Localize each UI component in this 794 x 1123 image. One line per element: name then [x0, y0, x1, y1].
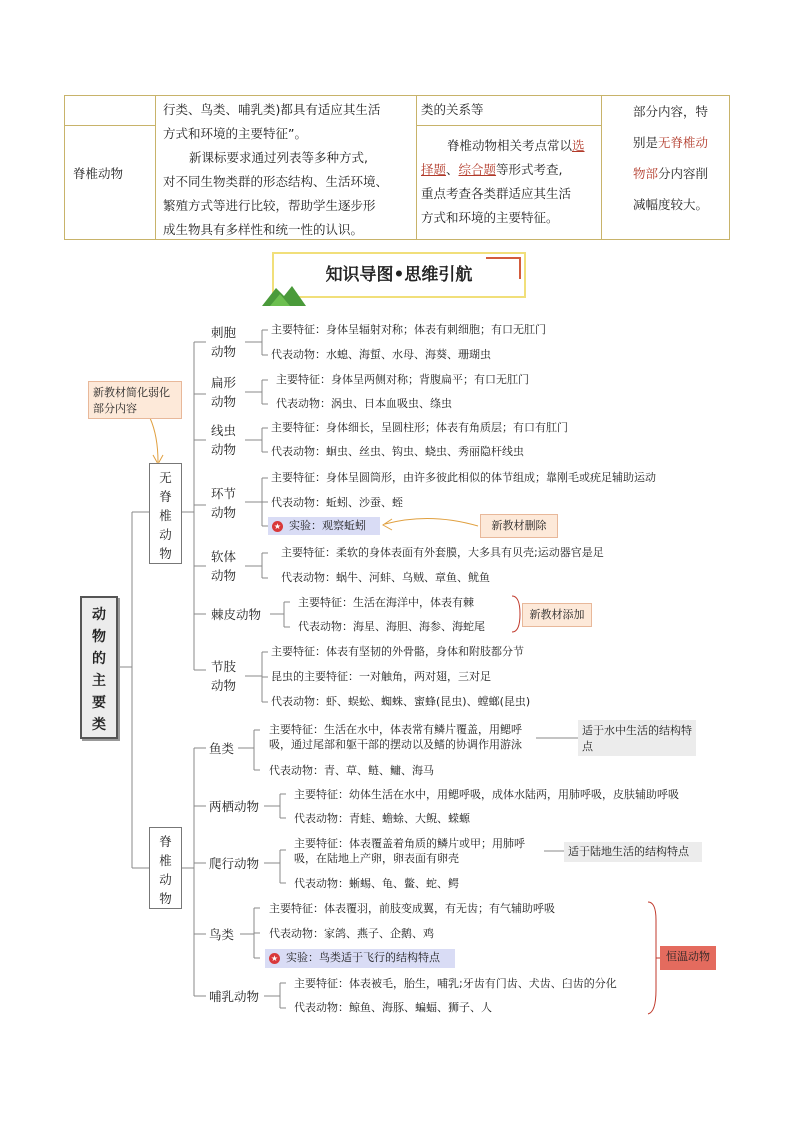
arthropods-examples: 代表动物：虾、蜈蚣、蜘蛛、蜜蜂(昆虫)、螳螂(昆虫) [271, 695, 531, 708]
group-reptiles: 爬行动物 [209, 856, 260, 871]
annelids-feature: 主要特征：身体呈圆筒形，由许多彼此相似的体节组成；靠刚毛或疣足辅助运动 [271, 471, 656, 484]
table-requirement-text: 行类、鸟类、哺乳类)都具有适应其生活 方式和环境的主要特征”。 新课标要求通过列表等多种方式, 对不同生物类群的形态结构、生活环境、 繁殖方式等进行比较，帮助学生逐步形 成生物具有多样性和统一性的认识。 [163, 102, 389, 237]
note-warm-blooded: 恒温动物 [660, 946, 716, 970]
group-fish: 鱼类 [209, 741, 235, 756]
note-simplified: 新教材简化弱化部分内容 [88, 381, 182, 419]
star-icon: ★ [273, 521, 282, 531]
note-water: 适于水中生活的结构特点 [578, 720, 696, 756]
amphibians-feature: 主要特征：幼体生活在水中，用鳃呼吸，成体水陆两，用肺呼吸，皮肤辅助呼吸 [294, 788, 679, 801]
flatworms-feature: 主要特征：身体呈两侧对称；背腹扁平；有口无肛门 [276, 373, 529, 386]
table-category-label: 脊椎动物 [73, 166, 124, 181]
birds-examples: 代表动物：家鸽、燕子、企鹅、鸡 [269, 927, 434, 940]
insect-feature: 昆虫的主要特征：一对触角，两对翅，三对足 [271, 670, 491, 683]
nematodes-examples: 代表动物：蛔虫、丝虫、钩虫、蛲虫、秀丽隐杆线虫 [271, 445, 524, 458]
experiment-earthworm: ★ 实验：观察蚯蚓 [268, 517, 380, 535]
flatworms-examples: 代表动物：涡虫、日本血吸虫、绦虫 [276, 397, 452, 410]
table-exam-top: 类的关系等 [421, 102, 484, 117]
group-birds: 鸟类 [209, 927, 235, 942]
arthropods-feature: 主要特征：体表有坚韧的外骨骼，身体和附肢都分节 [271, 645, 524, 658]
mollusks-examples: 代表动物：蜗牛、河蚌、乌贼、章鱼、鱿鱼 [281, 571, 490, 584]
experiment-bird-flight: ★ 实验：鸟类适于飞行的结构特点 [265, 949, 455, 968]
root-node: 动 物 的 主 要 类 [80, 596, 118, 739]
annelids-examples: 代表动物：蚯蚓、沙蚕、蛭 [271, 496, 403, 509]
group-mammals: 哺乳动物 [209, 989, 260, 1004]
reptiles-examples: 代表动物：蜥蜴、龟、鳖、蛇、鳄 [294, 877, 459, 890]
star-icon: ★ [270, 953, 279, 963]
nematodes-feature: 主要特征：身体细长，呈圆柱形；体表有角质层；有口有肛门 [271, 421, 568, 434]
group-flatworms: 扁形 动物 [211, 375, 237, 409]
table-change-text: 部分内容，特 别是无脊椎动 物部分内容削 减幅度较大。 [633, 104, 709, 212]
group-mollusks: 软体 动物 [211, 549, 237, 583]
reptiles-feature: 主要特征：体表覆盖着角质的鳞片或甲；用肺呼 吸，在陆地上产卵，卵表面有卵壳 [294, 837, 525, 865]
echinoderms-examples: 代表动物：海星、海胆、海参、海蛇尾 [298, 620, 485, 633]
note-deleted: 新教材删除 [480, 514, 558, 538]
note-land: 适于陆地生活的结构特点 [564, 842, 702, 862]
group-amphibians: 两栖动物 [209, 799, 260, 814]
group-cnidaria: 刺胞 动物 [211, 325, 237, 359]
amphibians-examples: 代表动物：青蛙、蟾蜍、大鲵、蝾螈 [294, 812, 470, 825]
section-title: 知识导图•思维引航 [325, 265, 473, 285]
group-echinoderms: 棘皮动物 [211, 607, 262, 622]
group-nematodes: 线虫 动物 [211, 423, 237, 457]
table-exam-text: 脊椎动物相关考点常以选 择题、综合题等形式考查, 重点考查各类群适应其生活 方式和环境的主要特征。 [421, 138, 585, 225]
cnidaria-examples: 代表动物：水螅、海蜇、水母、海葵、珊瑚虫 [271, 348, 491, 361]
fish-feature: 主要特征：生活在水中，体表常有鳞片覆盖，用鳃呼 吸，通过尾部和躯干部的摆动以及鳍的协调作用游泳 [269, 723, 522, 751]
mollusks-feature: 主要特征：柔软的身体表面有外套膜，大多具有贝壳;运动器官是足 [281, 546, 604, 559]
mammals-examples: 代表动物：鲸鱼、海豚、蝙蝠、狮子、人 [294, 1001, 492, 1014]
echinoderms-feature: 主要特征：生活在海洋中，体表有棘 [298, 596, 474, 609]
branch-invertebrates: 无 脊 椎 动 物 [149, 463, 182, 564]
mammals-feature: 主要特征：体表被毛，胎生，哺乳;牙齿有门齿、犬齿、臼齿的分化 [294, 977, 617, 990]
birds-feature: 主要特征：体表覆羽，前肢变成翼，有无齿；有气辅助呼吸 [269, 902, 555, 915]
note-added: 新教材添加 [522, 603, 592, 627]
group-annelids: 环节 动物 [211, 486, 237, 520]
group-arthropods: 节肢 动物 [211, 659, 237, 693]
fish-examples: 代表动物：青、草、鲢、鳙、海马 [269, 764, 434, 777]
branch-vertebrates: 脊 椎 动 物 [149, 827, 182, 909]
cnidaria-feature: 主要特征：身体呈辐射对称；体表有刺细胞；有口无肛门 [271, 323, 546, 336]
